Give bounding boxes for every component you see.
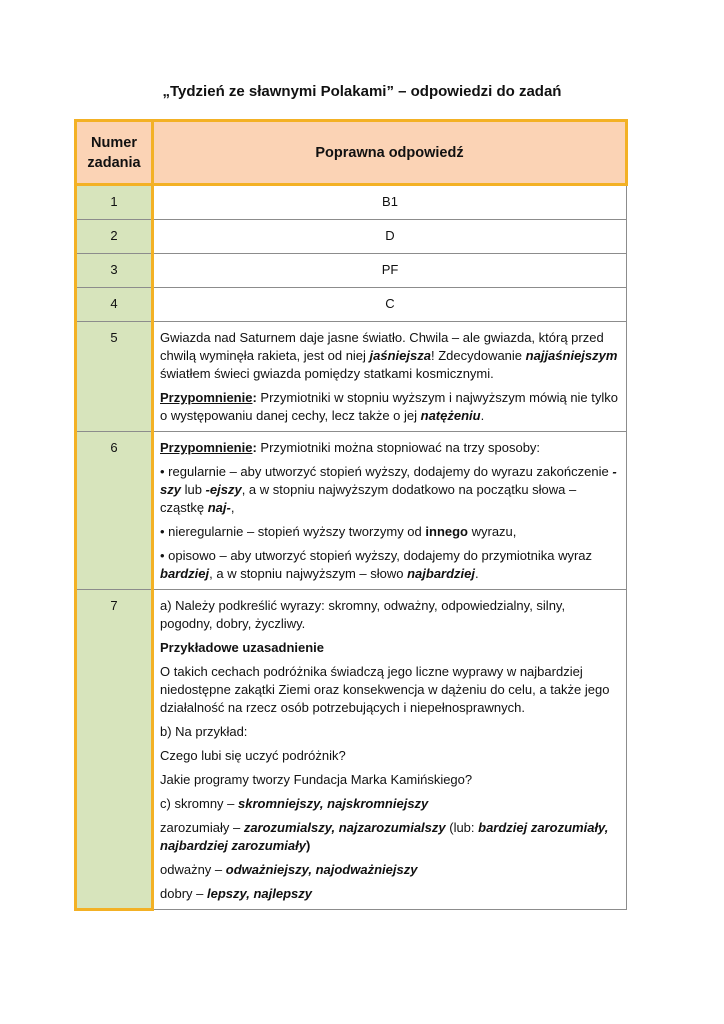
colon: : <box>252 390 257 405</box>
task-answer <box>153 432 627 590</box>
emphasis: innego <box>425 524 468 539</box>
page-title: „Tydzień ze sławnymi Polakami” – odpowiedzi do zadań <box>162 83 562 100</box>
task-number: 5 <box>76 322 153 432</box>
table-row <box>76 288 627 322</box>
table-row <box>76 432 627 590</box>
question-2: Jakie programy tworzy Fundacja Marka Kamińskiego? <box>160 772 473 787</box>
part-c-skromny <box>160 795 618 813</box>
task-number: 2 <box>76 220 153 254</box>
heading-text: Przykładowe uzasadnienie <box>160 640 325 655</box>
part-b: b) Na przykład: <box>160 724 248 739</box>
emphasis: -szy <box>160 464 617 497</box>
text: (lub: <box>445 820 479 835</box>
text: wyrazu, <box>468 524 517 539</box>
bullet-irregular <box>160 523 618 541</box>
emphasis: bardziej zarozumiały, najbardziej zarozumiały <box>160 820 609 853</box>
task-number: 4 <box>76 288 153 322</box>
text: • nieregularnie – stopień wyższy tworzymy od <box>160 524 426 539</box>
question-1: Czego lubi się uczyć podróżnik? <box>160 748 346 763</box>
task-answer: D <box>153 220 627 254</box>
emphasis: naj- <box>207 500 231 515</box>
header-answer: Poprawna odpowiedź <box>153 121 627 185</box>
text: ! Zdecydowanie <box>430 348 526 363</box>
table-header-row <box>76 121 627 185</box>
emphasis: odważniejszy, najodważniejszy <box>225 862 418 877</box>
bullet-regular <box>160 463 618 517</box>
text: , a w stopniu najwyższym – słowo <box>209 566 408 581</box>
emphasis: lepszy, najlepszy <box>206 886 312 901</box>
table-row <box>76 220 627 254</box>
table-row <box>76 185 627 220</box>
part-c-zarozumialy <box>160 819 618 855</box>
table-row <box>76 254 627 288</box>
part-a: a) Należy podkreślić wyrazy: skromny, odważny, odpowiedzialny, silny, pogodny, dobry, życzliwy. <box>160 598 566 631</box>
text: , a w stopniu najwyższym dodatkowo na początku słowa – cząstkę <box>160 482 577 515</box>
reminder-paragraph <box>160 439 618 457</box>
text: odważny – <box>160 862 226 877</box>
table-row <box>76 322 627 432</box>
text: Przymiotniki można stopniować na trzy sposoby: <box>256 440 541 455</box>
text: • regularnie – aby utworzyć stopień wyższy, dodajemy do wyrazu zakończenie <box>160 464 613 479</box>
text: Przymiotniki w stopniu wyższym i najwyższym mówią nie tylko o występowaniu danej cechy, lecz także o jej <box>160 390 619 423</box>
part-c-dobry <box>160 885 618 903</box>
emphasis: -ejszy <box>205 482 242 497</box>
colon: : <box>252 440 257 455</box>
text: światłem świeci gwiazda pomiędzy statkami kosmicznymi. <box>160 366 494 381</box>
task-answer <box>153 322 627 432</box>
task-answer <box>153 590 627 910</box>
text: , <box>230 500 235 515</box>
emphasis: najjaśniejszym <box>525 348 618 363</box>
emphasis: natężeniu <box>420 408 481 423</box>
reminder-label: Przypomnienie <box>160 390 253 405</box>
answer-paragraph <box>160 329 618 383</box>
header-number <box>76 121 153 185</box>
part-c-odwazny <box>160 861 618 879</box>
bullet-descriptive <box>160 547 618 583</box>
answers-table <box>74 119 628 911</box>
text: ) <box>305 838 311 853</box>
example-heading <box>160 639 618 657</box>
text: . <box>475 566 479 581</box>
text: dobry – <box>160 886 207 901</box>
text: zarozumiały – <box>160 820 244 835</box>
task-number: 7 <box>76 590 153 910</box>
text: . <box>480 408 485 423</box>
task-number: 6 <box>76 432 153 590</box>
emphasis: zarozumialszy, najzarozumialszy <box>243 820 446 835</box>
justification: O takich cechach podróżnika świadczą jego liczne wyprawy w najbardziej niedostępne zakątki Ziemi oraz konsekwencja w dążeniu do celu, a także jego działalność na rzecz osób potrzebujących i niepełnosprawnych. <box>160 664 610 715</box>
reminder-label: Przypomnienie <box>160 440 253 455</box>
task-answer: C <box>153 288 627 322</box>
task-number: 1 <box>76 185 153 220</box>
text: c) skromny – <box>160 796 239 811</box>
emphasis: skromniejszy, najskromniejszy <box>238 796 429 811</box>
task-number: 3 <box>76 254 153 288</box>
emphasis: jaśniejsza <box>369 348 431 363</box>
header-number-line2: zadania <box>87 154 141 171</box>
text: • opisowo – aby utworzyć stopień wyższy, dodajemy do przymiotnika wyraz <box>160 548 593 563</box>
header-number-line1: Numer <box>91 134 137 151</box>
text: Gwiazda nad Saturnem daje jasne światło. Chwila – ale gwiazda, którą przed chwilą wyminęła rakieta, jest od niej <box>160 330 604 363</box>
task-answer: PF <box>153 254 627 288</box>
task-answer: B1 <box>153 185 627 220</box>
reminder-paragraph <box>160 389 618 425</box>
emphasis: bardziej <box>160 566 210 581</box>
emphasis: najbardziej <box>407 566 476 581</box>
table-row <box>76 590 627 910</box>
text: lub <box>180 482 206 497</box>
